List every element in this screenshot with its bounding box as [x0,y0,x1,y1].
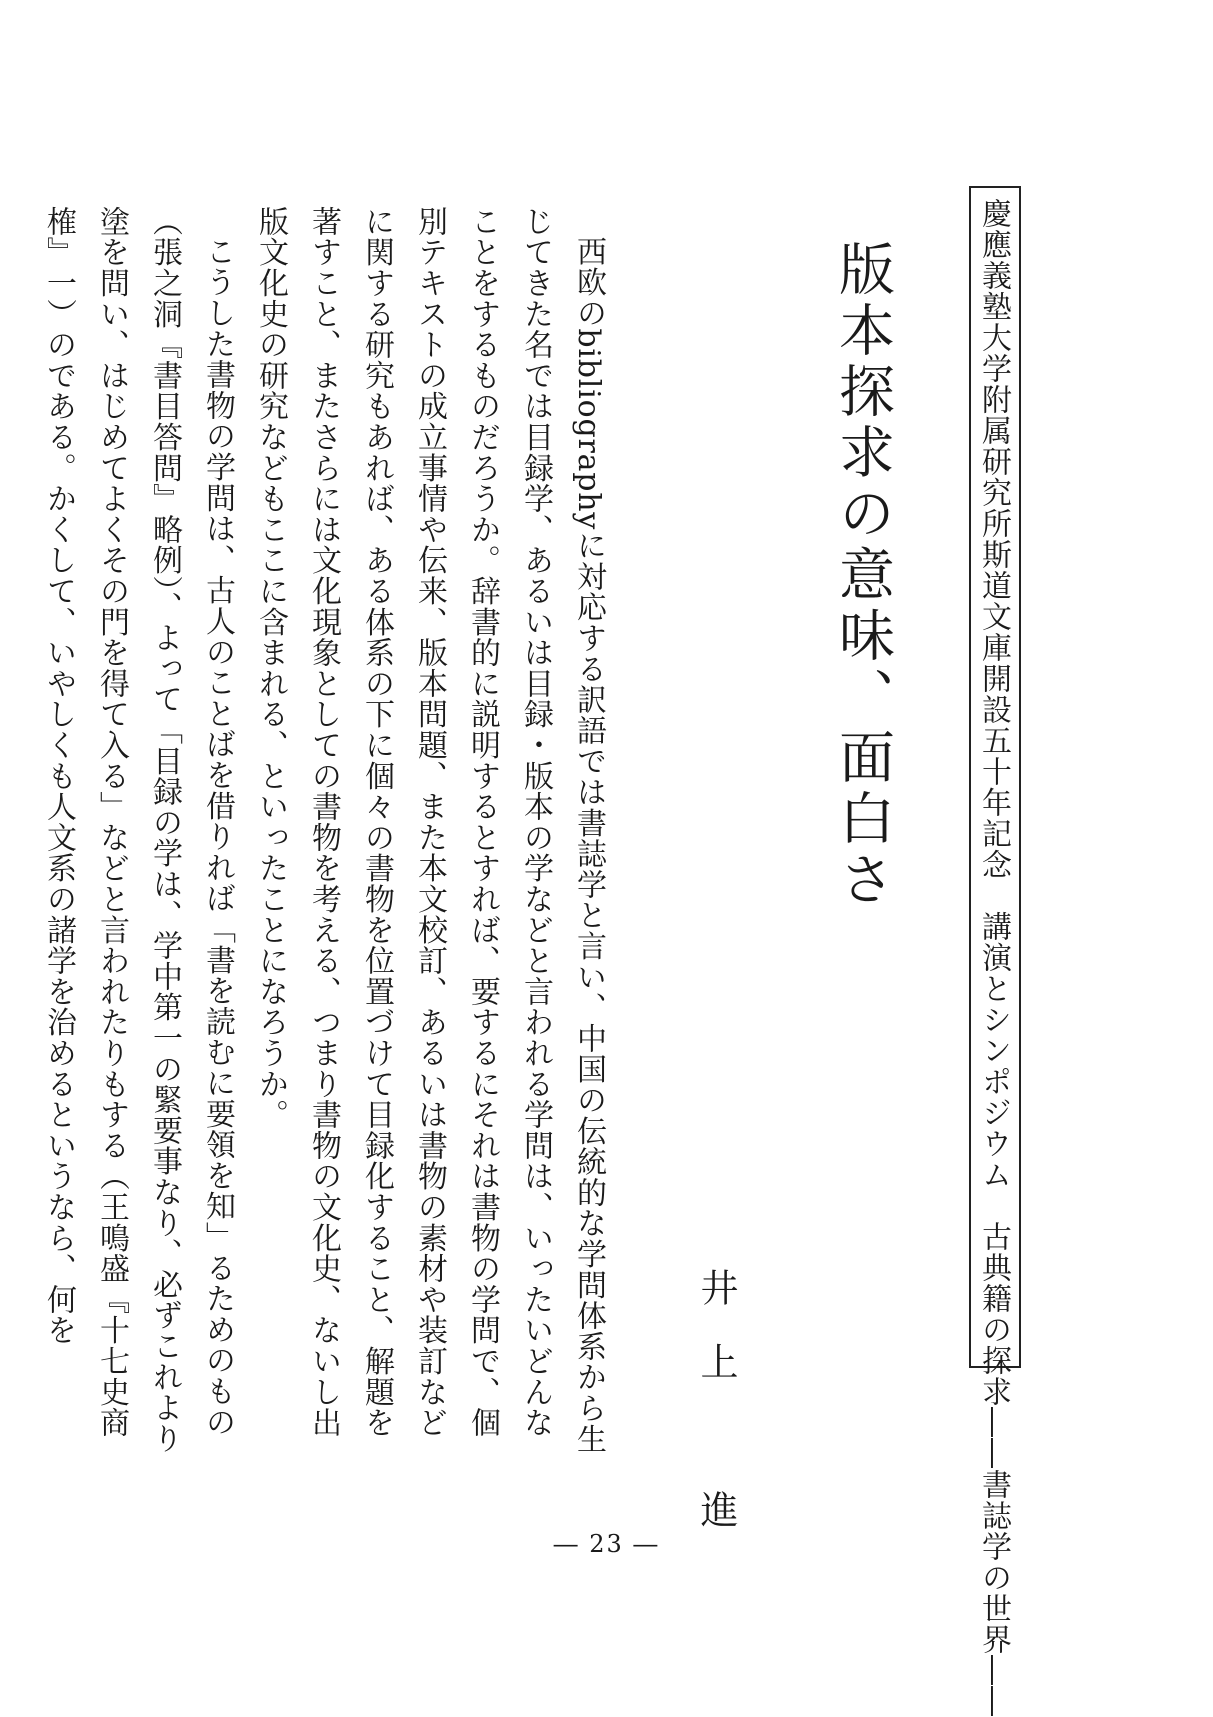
article-title: 版本探求の意味、面白さ [830,240,895,911]
paragraph-1: 西欧のbibliographyに対応する訳語では書誌学と言い、中国の伝統的な学問体系から生じてきた名では目録学、あるいは目録・版本の学などと言われる学問は、いったいどんなことをするものだろうか。辞書的に説明するとすれば、要するにそれは書物の学問で、個別テキストの成立事情や伝来、版本問題、また本文校訂、あるいは書物の素材や装訂などに関する研究もあれば、ある体系の下に個々の書物を位置づけて目録化すること、解題を著すこと、またさらには文化現象としての書物を考える、つまり書物の文化史、ないし出版文化史の研究などもここに含まれる、といったことになろうか。 [253,206,606,1455]
series-header-text: 慶應義塾大学附属研究所斯道文庫開設五十年記念 講演とシンポジウム 古典籍の探求――書誌学の世界―― [976,198,1011,1717]
author-name: 井上 進 [694,1268,738,1564]
article-body [32,206,615,1466]
paragraph-2: こうした書物の学問は、古人のことばを借りれば「書を読むに要領を知」るためのもの（張之洞『書目答問』略例）、よって「目録の学は、学中第一の緊要事なり、必ずこれより塗を問い、はじめてよくその門を得て入る」などと言われたりもする（王鳴盛『十七史商榷』一）のである。かくして、いやしくも人文系の諸学を治めるというなら、何を [41,206,235,1454]
page-number: ― 23 ― [553,1530,660,1558]
series-header-box [969,186,1021,1717]
